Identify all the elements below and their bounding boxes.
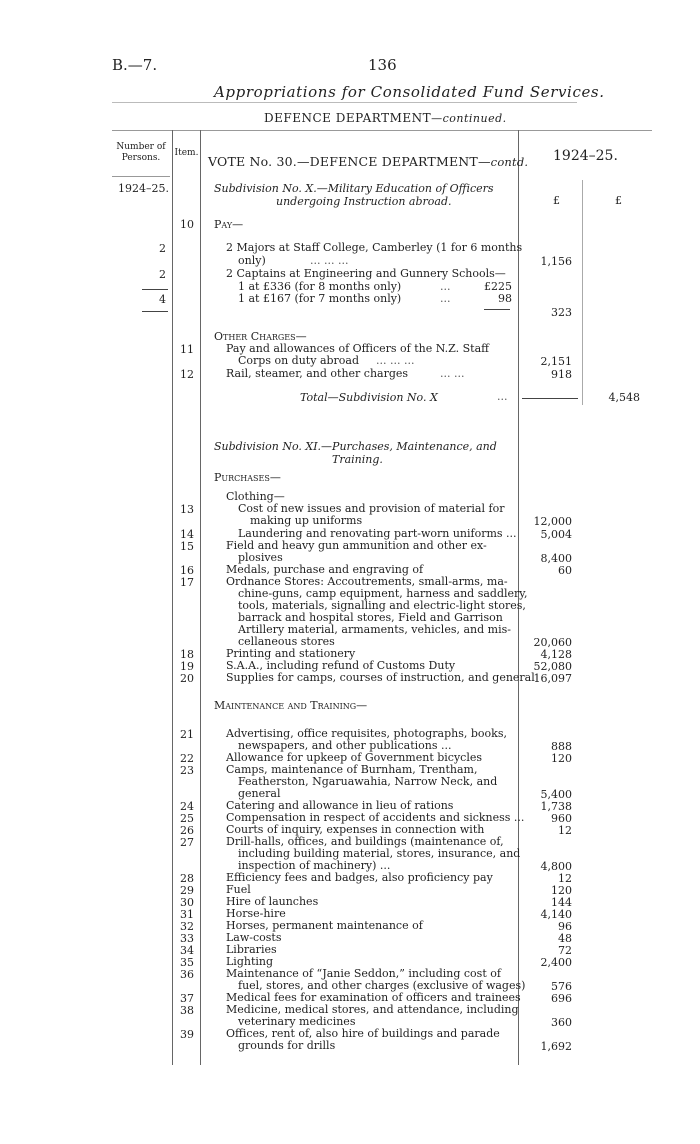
vote-continued: contd. [490, 155, 529, 169]
line-item: Horse-hire [226, 907, 286, 920]
line-item: only) [238, 254, 266, 267]
amount: 696 [551, 992, 572, 1005]
amount: 52,080 [533, 660, 572, 673]
document-reference: B.—7. [112, 56, 158, 74]
leader-dots: ... [497, 390, 508, 403]
line-item: 2 Captains at Engineering and Gunnery Schools— [226, 267, 506, 280]
amount: 5,400 [540, 788, 572, 801]
line-item: Allowance for upkeep of Government bicycles [226, 751, 483, 764]
vote-title: VOTE No. 30.—DEFENCE DEPARTMENT— [208, 154, 491, 169]
sub-line: 1 at £336 (for 8 months only) [238, 280, 402, 293]
line-item: Catering and allowance in lieu of rations [226, 799, 454, 812]
line-item: Law-costs [226, 931, 282, 944]
persons-year: 1924–25. [118, 182, 169, 195]
line-item: Artillery material, armaments, vehicles, and mis- [238, 623, 511, 636]
item-number: 30 [180, 896, 194, 909]
amount: 8,400 [540, 552, 572, 565]
line-item: cellaneous stores [238, 635, 335, 648]
currency-symbol: £ [615, 194, 622, 207]
line-item: veterinary medicines [238, 1015, 356, 1028]
amount-column-rule [582, 180, 583, 405]
item-number: 19 [180, 660, 194, 673]
amount: 2,400 [540, 956, 572, 969]
item-number: 38 [180, 1004, 194, 1017]
item-number: 22 [180, 752, 194, 765]
line-item: Pay and allowances of Officers of the N.Z. Staff [226, 342, 489, 355]
amount: 12 [558, 872, 572, 885]
item-number: 35 [180, 956, 194, 969]
line-item: Hire of launches [226, 895, 319, 908]
amount: 960 [551, 812, 572, 825]
header-rule [112, 102, 577, 103]
subtotal-label: Total—Subdivision No. X [300, 391, 438, 404]
item-number: 21 [180, 728, 194, 741]
item-number: 24 [180, 800, 194, 813]
item-number: 15 [180, 540, 194, 553]
amount: 20,060 [533, 636, 572, 649]
amount: 360 [551, 1016, 572, 1029]
leader-dots: ... ... ... [310, 254, 349, 267]
amount: 144 [551, 896, 572, 909]
line-item: Cost of new issues and provision of material for [238, 502, 505, 515]
item-number: 37 [180, 992, 194, 1005]
line-item: barrack and hospital stores, Field and Garrison [238, 611, 503, 624]
line-item: Camps, maintenance of Burnham, Trentham, [226, 763, 478, 776]
amount: 16,097 [533, 672, 572, 685]
item-number: 17 [180, 576, 194, 589]
amount: 323 [551, 306, 572, 319]
item-number: 14 [180, 528, 194, 541]
line-item: general [238, 787, 281, 800]
department-continued: —continued. [431, 112, 507, 125]
leader-dots: ... [440, 292, 451, 305]
line-item: Horses, permanent maintenance of [226, 919, 423, 932]
item-number: 27 [180, 836, 194, 849]
line-item: Medicine, medical stores, and attendance, including [226, 1003, 519, 1016]
item-number: 36 [180, 968, 194, 981]
line-item: Offices, rent of, also hire of buildings and parade [226, 1027, 500, 1040]
page-number: 136 [368, 56, 397, 74]
line-item: Advertising, office requisites, photographs, books, [226, 727, 507, 740]
line-item: Drill-halls, offices, and buildings (maintenance of, [226, 835, 504, 848]
line-item: Supplies for camps, courses of instruction, and general [226, 671, 535, 684]
sub-line: 1 at £167 (for 7 months only) [238, 292, 402, 305]
line-item: making up uniforms [250, 514, 363, 527]
item-number: 11 [180, 343, 194, 356]
item-number: 12 [180, 368, 194, 381]
amount: 96 [558, 920, 572, 933]
subdivision-heading: Subdivision No. X.—Military Education of Officers [214, 182, 494, 195]
persons-count: 2 [159, 268, 166, 281]
line-item: Compensation in respect of accidents and sickness ... [226, 811, 525, 824]
item-number: 31 [180, 908, 194, 921]
line-item: inspection of machinery) ... [238, 859, 391, 872]
amount: 12,000 [533, 515, 572, 528]
amount: 4,140 [540, 908, 572, 921]
amount: 48 [558, 932, 572, 945]
sub-value: £225 [484, 280, 512, 293]
department-heading [264, 111, 507, 125]
amount: 918 [551, 368, 572, 381]
line-item: 2 Majors at Staff College, Camberley (1 for 6 months [226, 241, 523, 254]
item-number: 16 [180, 564, 194, 577]
amount: 1,156 [540, 255, 572, 268]
line-item: Medical fees for examination of officers and trainees [226, 991, 521, 1004]
item-number: 32 [180, 920, 194, 933]
item-number: 10 [180, 218, 194, 231]
line-item: Laundering and renovating part-worn uniforms ... [238, 527, 517, 540]
line-item: plosives [238, 551, 283, 564]
amount: 1,692 [540, 1040, 572, 1053]
amount: 120 [551, 884, 572, 897]
subdivision-heading: Subdivision No. XI.—Purchases, Maintenance, and [214, 440, 497, 453]
item-number: 20 [180, 672, 194, 685]
line-item: Field and heavy gun ammunition and other ex- [226, 539, 487, 552]
line-item: Lighting [226, 955, 274, 968]
vote-heading [208, 154, 528, 169]
amount: 576 [551, 980, 572, 993]
line-item: Featherston, Ngaruawahia, Narrow Neck, and [238, 775, 498, 788]
currency-symbol: £ [553, 194, 560, 207]
amount: 4,800 [540, 860, 572, 873]
amount: 4,128 [540, 648, 572, 661]
line-item: including building material, stores, insurance, and [238, 847, 521, 860]
table-top-rule [112, 130, 652, 131]
item-column-rule [200, 130, 201, 1065]
section-label: Maintenance and Training— [214, 699, 368, 712]
persons-total: 4 [159, 293, 166, 306]
leader-dots: ... [440, 280, 451, 293]
subtotal-rule [522, 398, 578, 399]
column-head-rule [112, 176, 170, 177]
sub-total-rule [484, 309, 510, 310]
department-name: DEFENCE DEPARTMENT [264, 111, 432, 125]
amount: 2,151 [540, 355, 572, 368]
amount: 1,738 [540, 800, 572, 813]
leader-dots: ... ... ... [376, 354, 415, 367]
line-item: grounds for drills [238, 1039, 336, 1052]
line-item: Printing and stationery [226, 647, 356, 660]
item-number: 23 [180, 764, 194, 777]
item-number: 28 [180, 872, 194, 885]
section-label: Purchases— [214, 471, 281, 484]
item-number: 25 [180, 812, 194, 825]
leader-dots: ... ... [440, 367, 465, 380]
line-item: Efficiency fees and badges, also proficiency pay [226, 871, 493, 884]
section-label: Pay— [214, 218, 244, 231]
amount: 120 [551, 752, 572, 765]
persons-total-rule [142, 289, 168, 290]
line-item: Maintenance of “Janie Seddon,” including cost of [226, 967, 501, 980]
amount: 12 [558, 824, 572, 837]
line-item: Rail, steamer, and other charges [226, 367, 409, 380]
amount: 888 [551, 740, 572, 753]
item-number: 13 [180, 503, 194, 516]
persons-column-header: Number of Persons. [116, 142, 166, 163]
line-item: Libraries [226, 943, 277, 956]
group-label: Clothing— [226, 490, 285, 503]
amount: 72 [558, 944, 572, 957]
persons-total-rule [142, 311, 168, 312]
line-item: tools, materials, signalling and electric-light stores, [238, 599, 526, 612]
section-label: Other Charges— [214, 330, 307, 343]
item-number: 33 [180, 932, 194, 945]
subdivision-heading: Training. [332, 453, 383, 466]
amount: 60 [558, 564, 572, 577]
item-column-header: Item. [174, 148, 199, 158]
line-item: newspapers, and other publications ... [238, 739, 452, 752]
total-amount: 4,548 [608, 391, 640, 404]
item-number: 26 [180, 824, 194, 837]
item-number: 18 [180, 648, 194, 661]
line-item: chine-guns, camp equipment, harness and saddlery, [238, 587, 528, 600]
persons-count: 2 [159, 242, 166, 255]
item-number: 39 [180, 1028, 194, 1041]
sub-value: 98 [498, 292, 512, 305]
page-title: Appropriations for Consolidated Fund Services. [214, 83, 605, 101]
year-header: 1924–25. [553, 148, 618, 164]
line-item: Fuel [226, 883, 251, 896]
amount: 5,004 [540, 528, 572, 541]
item-number: 29 [180, 884, 194, 897]
line-item: Corps on duty abroad [238, 354, 360, 367]
line-item: fuel, stores, and other charges (exclusive of wages) [238, 979, 526, 992]
line-item: S.A.A., including refund of Customs Duty [226, 659, 456, 672]
line-item: Courts of inquiry, expenses in connection with [226, 823, 485, 836]
line-item: Ordnance Stores: Accoutrements, small-arms, ma- [226, 575, 508, 588]
item-number: 34 [180, 944, 194, 957]
line-item: Medals, purchase and engraving of [226, 563, 424, 576]
subdivision-heading: undergoing Instruction abroad. [276, 195, 452, 208]
